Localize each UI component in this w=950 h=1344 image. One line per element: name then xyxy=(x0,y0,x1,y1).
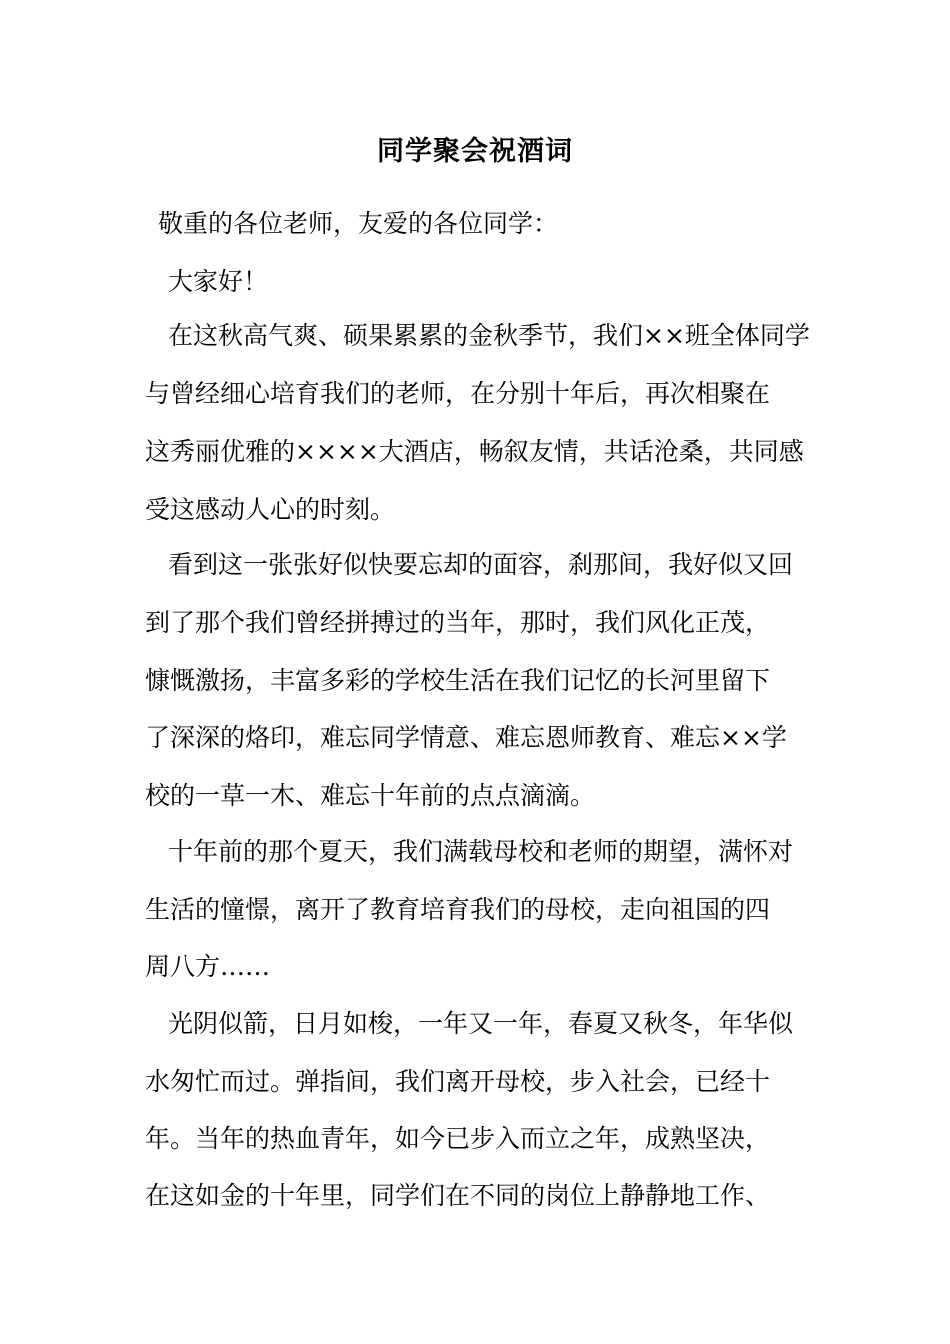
text-line: 在这如金的十年里，同学们在不同的岗位上静静地工作、 xyxy=(145,1181,771,1210)
text-line: 校的一草一木、难忘十年前的点点滴滴。 xyxy=(145,781,596,810)
text-line: 周八方…… xyxy=(145,952,271,981)
document-title: 同学聚会祝酒词 xyxy=(377,136,573,167)
text-line: 在这秋高气爽、硕果累累的金秋季节，我们××班全体同学 xyxy=(168,321,810,350)
text-line: 十年前的那个夏天，我们满载母校和老师的期望，满怀对 xyxy=(168,837,794,866)
text-line: 到了那个我们曾经拼搏过的当年，那时，我们风化正茂， xyxy=(145,608,771,637)
text-line: 水匆忙而过。弹指间，我们离开母校，步入社会，已经十 xyxy=(145,1067,771,1096)
text-line: 大家好！ xyxy=(168,267,269,296)
text-line: 生活的憧憬，离开了教育培育我们的母校，走向祖国的四 xyxy=(145,895,771,924)
text-line: 年。当年的热血青年，如今已步入而立之年，成熟坚决， xyxy=(145,1124,771,1153)
text-line: 受这感动人心的时刻。 xyxy=(145,495,396,524)
text-line: 与曾经细心培育我们的老师，在分别十年后，再次相聚在 xyxy=(145,379,771,408)
text-line: 这秀丽优雅的××××大酒店，畅叙友情，共话沧桑，共同感 xyxy=(145,437,804,466)
text-line: 慷慨激扬，丰富多彩的学校生活在我们记忆的长河里留下 xyxy=(145,666,771,695)
salutation: 敬重的各位老师，友爱的各位同学： xyxy=(158,209,559,238)
text-line: 看到这一张张好似快要忘却的面容，刹那间，我好似又回 xyxy=(168,550,794,579)
text-line: 光阴似箭，日月如梭，一年又一年，春夏又秋冬，年华似 xyxy=(168,1009,794,1038)
text-line: 了深深的烙印，难忘同学情意、难忘恩师教育、难忘××学 xyxy=(145,723,787,752)
